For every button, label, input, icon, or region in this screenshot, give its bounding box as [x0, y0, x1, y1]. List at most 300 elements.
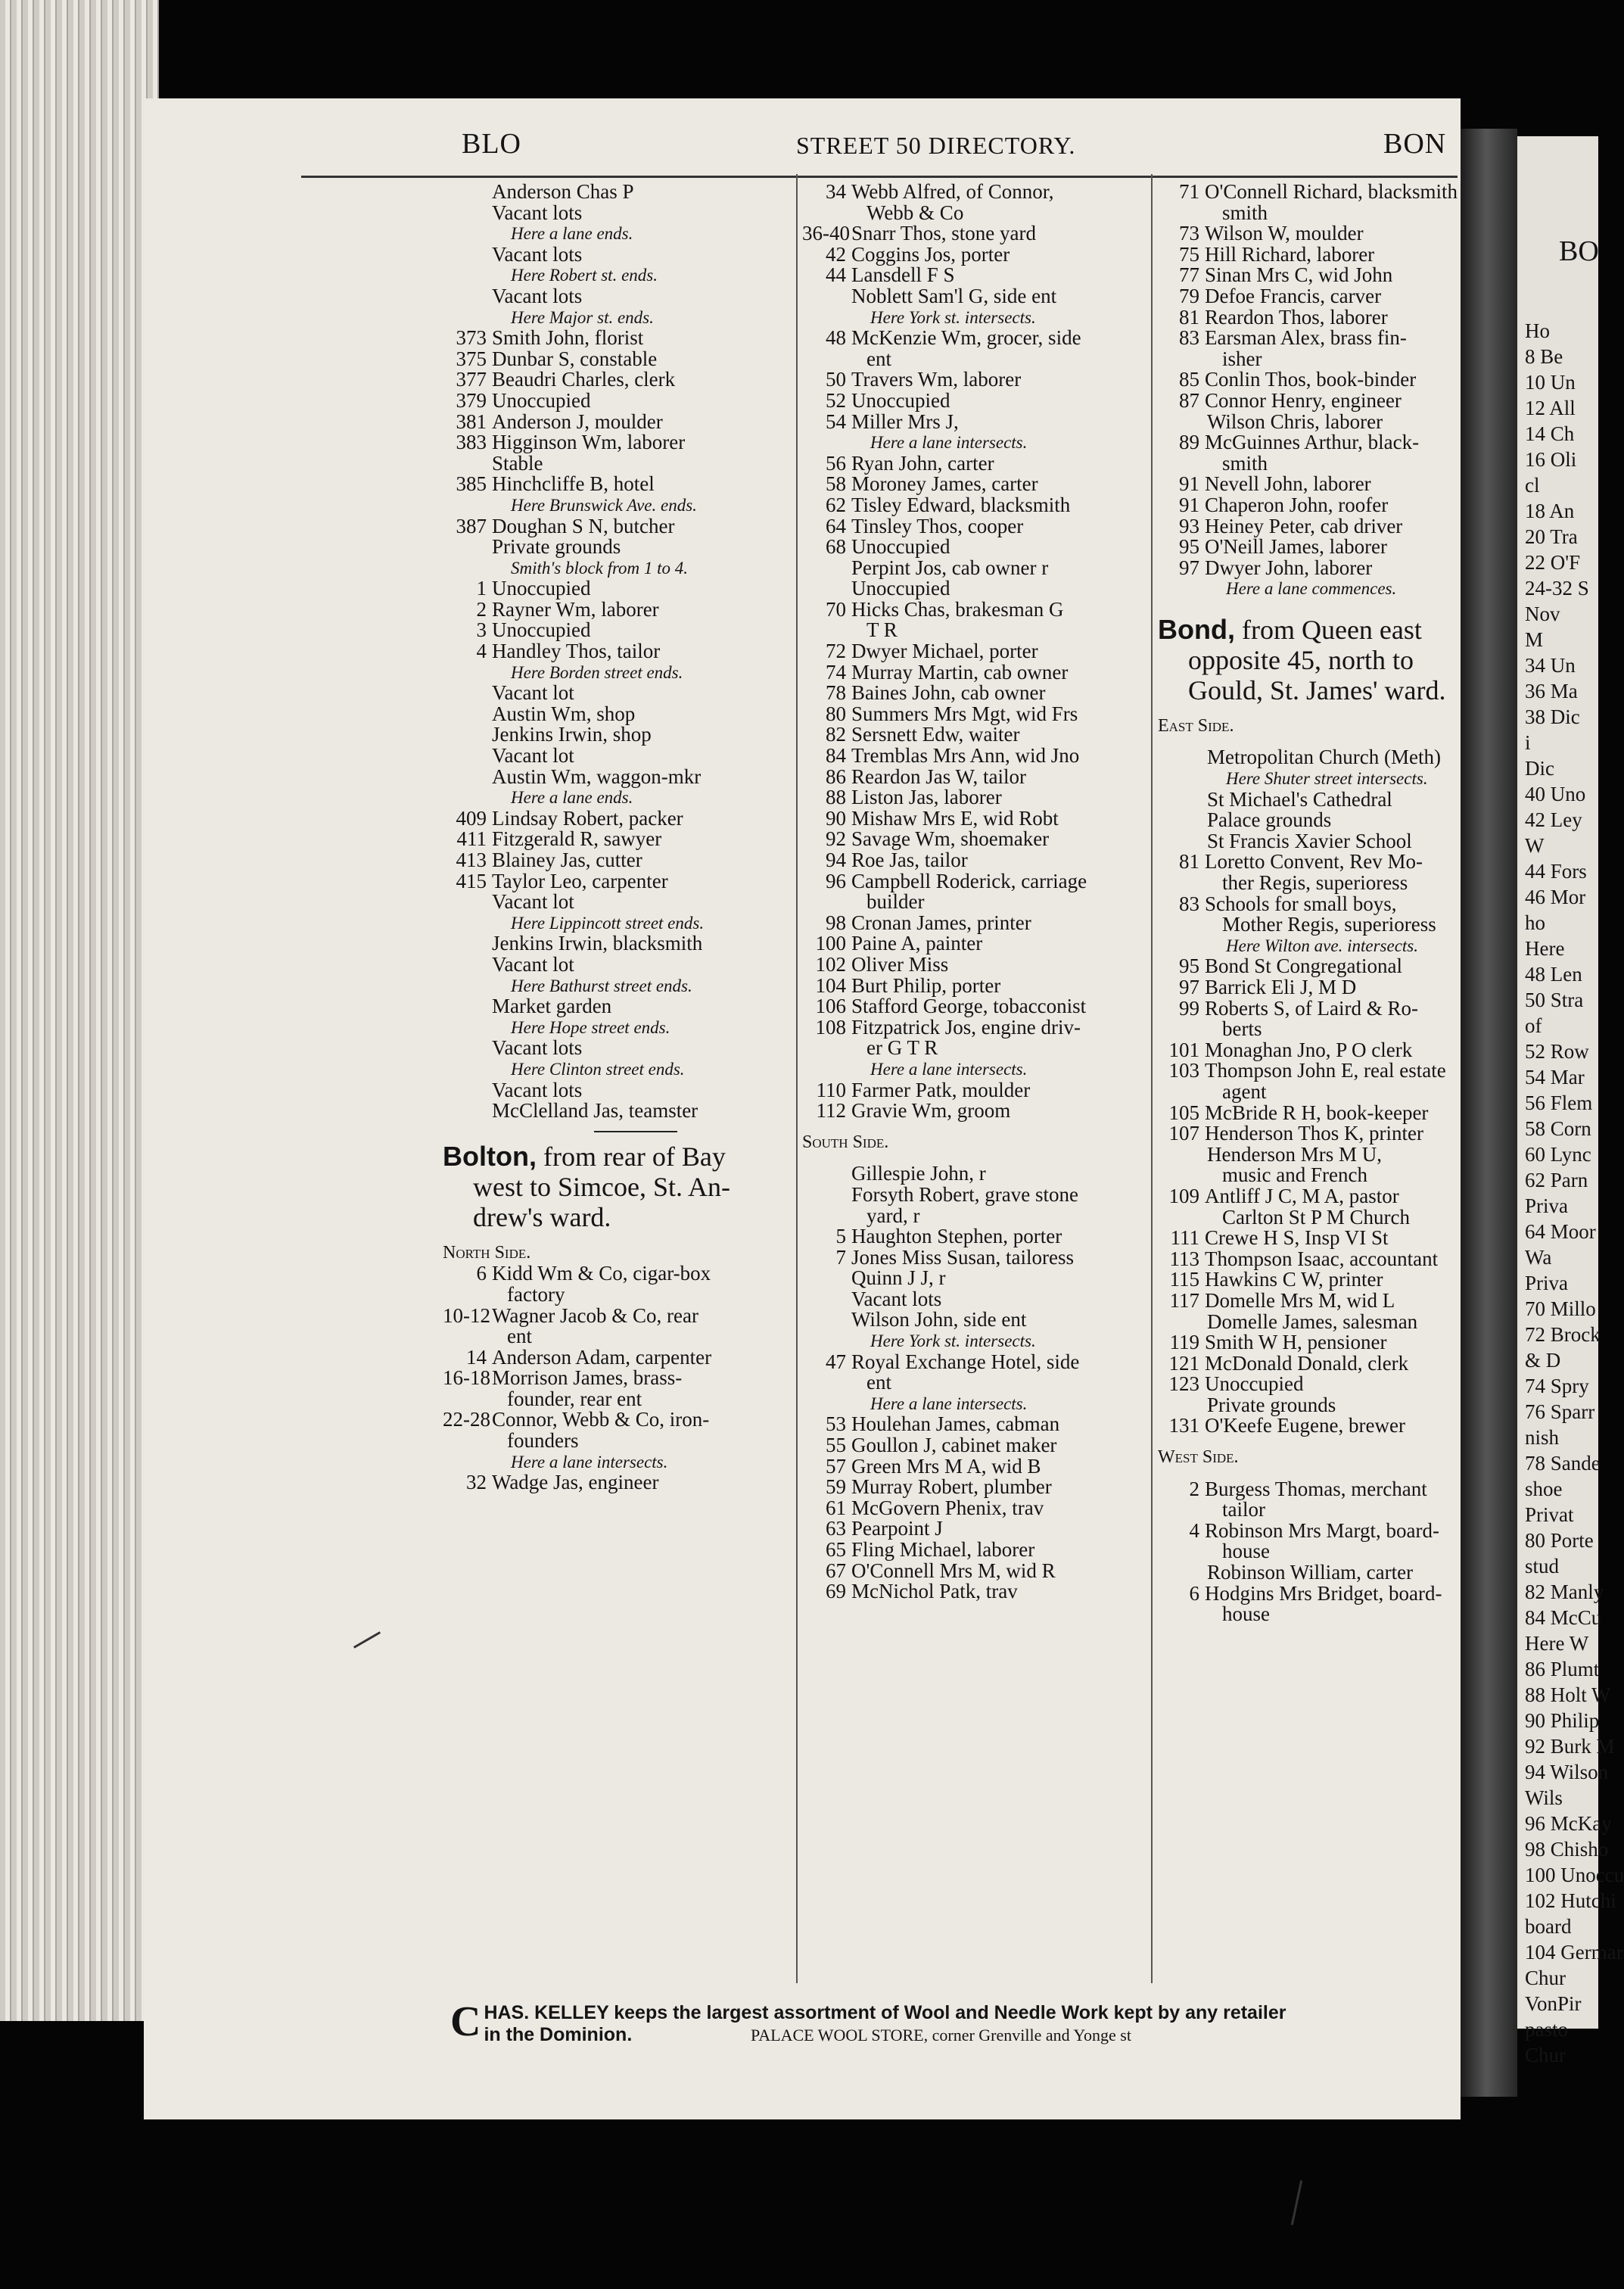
directory-entry — [443, 597, 798, 621]
facing-page-line: 34 Un — [1525, 654, 1576, 677]
directory-entry: Market garden — [492, 995, 612, 1018]
directory-entry — [1158, 1332, 1464, 1353]
house-number: 121 — [1168, 1351, 1199, 1375]
street-note: Here Wilton ave. intersects. — [1226, 936, 1418, 955]
house-number: 413 — [456, 849, 487, 871]
house-number: 48 — [826, 326, 846, 350]
entry-text: Unoccupied — [851, 535, 950, 559]
column-3 — [1158, 182, 1464, 1625]
entry-continuation: agent — [1222, 1079, 1267, 1103]
entry-continuation: er G T R — [866, 1036, 938, 1060]
entry-text: Thompson John E, real estate — [1205, 1059, 1446, 1082]
entry-text: Unoccupied — [492, 388, 591, 412]
house-number: 65 — [826, 1538, 846, 1561]
entry-text: Roberts S, of Laird & Ro- — [1205, 996, 1418, 1020]
house-number: 92 — [826, 827, 846, 851]
directory-entry — [802, 913, 1150, 934]
street-note: Here Robert st. ends. — [511, 266, 658, 285]
entry-text: Summers Mrs Mgt, wid Frs — [851, 702, 1078, 725]
entry-text: Savage Wm, shoemaker — [851, 827, 1050, 851]
house-number: 95 — [1179, 955, 1199, 978]
directory-entry — [802, 1456, 1150, 1478]
house-number: 7 — [835, 1245, 846, 1269]
entry-text: Wadge Jas, engineer — [492, 1471, 659, 1494]
section-separator — [594, 1131, 677, 1132]
directory-entry — [802, 453, 1150, 475]
house-number: 58 — [826, 472, 846, 496]
facing-page-header: BO — [1559, 235, 1599, 267]
entry-text: McBride R H, book-keeper — [1205, 1101, 1429, 1124]
entry-text: Fitzpatrick Jos, engine driv- — [851, 1015, 1081, 1039]
directory-entry — [1158, 1479, 1464, 1500]
directory-entry: Vacant lots — [492, 1078, 583, 1101]
facing-page-line: 94 Wilson — [1525, 1761, 1609, 1783]
house-number: 109 — [1168, 1184, 1199, 1207]
house-number: 44 — [826, 263, 846, 287]
house-number: 97 — [1179, 556, 1199, 579]
house-number: 78 — [826, 681, 846, 705]
house-number: 6 — [476, 1262, 487, 1285]
directory-entry — [1158, 432, 1464, 453]
house-number: 10-12 — [443, 1303, 490, 1327]
house-number: 79 — [1179, 284, 1199, 307]
header-center: STREET 50 DIRECTORY. — [796, 132, 1076, 159]
entry-text: Smith John, florist — [492, 326, 644, 350]
street-note: Here Shuter street intersects. — [1226, 769, 1428, 789]
entry-text: Houlehan James, cabman — [851, 1412, 1060, 1436]
entry-text: Monaghan Jno, P O clerk — [1205, 1038, 1413, 1061]
entry-text: Anderson J, moulder — [492, 410, 663, 433]
directory-entry — [443, 620, 798, 641]
directory-entry — [802, 1226, 1150, 1247]
house-number: 110 — [816, 1078, 846, 1101]
directory-entry — [802, 1017, 1150, 1039]
facing-page-line: 52 Row — [1525, 1040, 1589, 1063]
directory-entry: Forsyth Robert, grave stone — [851, 1182, 1078, 1206]
street-note: Here a lane intersects. — [870, 433, 1028, 453]
house-number: 87 — [1179, 388, 1199, 412]
house-number: 375 — [456, 347, 487, 370]
house-number: 91 — [1179, 493, 1199, 516]
house-number: 131 — [1168, 1414, 1199, 1437]
side-heading: North Side. — [443, 1242, 531, 1263]
directory-entry: Robinson William, carter — [1207, 1561, 1414, 1584]
street-description: from Queen east opposite 45, north to Gould, St. James' ward. — [1188, 614, 1446, 705]
entry-text: Gravie Wm, groom — [851, 1099, 1011, 1123]
entry-text: Jones Miss Susan, tailoress — [851, 1245, 1075, 1269]
house-number: 61 — [826, 1496, 846, 1519]
directory-entry — [443, 349, 798, 370]
facing-page-line: 70 Millo — [1525, 1297, 1596, 1320]
entry-continuation: ent — [866, 347, 891, 370]
directory-entry: Vacant lot — [492, 744, 574, 768]
house-number: 69 — [826, 1580, 846, 1603]
entry-text: Unoccupied — [492, 577, 591, 600]
footer-line-1: HAS. KELLEY keeps the largest assortment of Wool and Needle Work kept by any retailer — [484, 2002, 1286, 2023]
directory-entry: Metropolitan Church (Meth) — [1207, 746, 1441, 769]
directory-entry — [802, 1498, 1150, 1519]
entry-continuation: Webb & Co — [866, 201, 964, 224]
street-note: Here Brunswick Ave. ends. — [511, 495, 697, 515]
facing-page-line: nish — [1525, 1426, 1560, 1449]
entry-text: Taylor Leo, carpenter — [492, 869, 668, 892]
entry-text: McNichol Patk, trav — [851, 1580, 1018, 1603]
directory-entry — [802, 1561, 1150, 1582]
facing-page-line: 12 All — [1525, 397, 1576, 419]
directory-entry — [802, 746, 1150, 767]
directory-entry — [443, 1368, 798, 1389]
facing-page-line: 48 Len — [1525, 963, 1582, 986]
directory-entry — [802, 537, 1150, 558]
house-number: 108 — [815, 1015, 846, 1039]
house-number: 112 — [816, 1099, 846, 1123]
facing-page-line: 50 Stra — [1525, 989, 1584, 1011]
facing-page-line: 82 Manly — [1525, 1580, 1604, 1603]
directory-entry — [1158, 474, 1464, 495]
house-number: 77 — [1179, 263, 1199, 287]
entry-text: Mishaw Mrs E, wid Robt — [851, 806, 1059, 830]
street-heading — [1158, 615, 1464, 705]
directory-entry — [802, 973, 1150, 997]
directory-entry — [802, 265, 1150, 286]
directory-entry: Private grounds — [1207, 1393, 1336, 1416]
side-heading: East Side. — [1158, 715, 1234, 736]
footer-line-2: in the Dominion. — [484, 2024, 633, 2045]
directory-entry — [1158, 265, 1464, 286]
directory-entry — [802, 182, 1150, 203]
side-heading: West Side. — [1158, 1447, 1239, 1468]
directory-entry: Vacant lots — [492, 242, 583, 266]
house-number: 83 — [1179, 892, 1199, 915]
facing-page-line: cl — [1525, 474, 1540, 497]
directory-entry — [802, 328, 1150, 349]
entry-text: Coggins Jos, porter — [851, 242, 1010, 266]
house-number: 373 — [456, 326, 487, 350]
directory-entry — [802, 704, 1150, 725]
entry-text: Loretto Convent, Rev Mo- — [1205, 850, 1423, 874]
directory-entry: Henderson Mrs M U, — [1207, 1142, 1382, 1166]
directory-entry — [1158, 1123, 1464, 1144]
directory-entry — [1158, 1518, 1464, 1542]
directory-entry — [1158, 852, 1464, 873]
directory-entry: Vacant lot — [492, 952, 574, 976]
facing-page-line: 100 Unoccu — [1525, 1864, 1624, 1886]
book-page-edges — [0, 0, 159, 2021]
directory-entry — [802, 1352, 1150, 1373]
header-left: BLO — [462, 128, 521, 160]
house-number: 385 — [456, 472, 487, 496]
directory-entry: Jenkins Irwin, shop — [492, 723, 652, 746]
facing-page-line: 58 Corn — [1525, 1117, 1591, 1140]
entry-text: McKenzie Wm, grocer, side — [851, 326, 1081, 350]
entry-text: Hinchcliffe B, hotel — [492, 472, 655, 496]
entry-text: Travers Wm, laborer — [851, 368, 1022, 391]
street-heading — [443, 1141, 798, 1232]
house-number: 411 — [456, 827, 487, 851]
directory-entry: Palace grounds — [1207, 808, 1332, 832]
entry-text: Wilson W, moulder — [1205, 222, 1364, 245]
entry-text: Moroney James, carter — [851, 472, 1038, 496]
entry-continuation: tailor — [1222, 1498, 1265, 1521]
house-number: 62 — [826, 493, 846, 516]
house-number: 117 — [1169, 1288, 1199, 1312]
facing-page-line: 88 Holt W — [1525, 1683, 1611, 1706]
facing-page-line: 86 Plumt — [1525, 1658, 1600, 1680]
house-number: 52 — [826, 388, 846, 412]
entry-text: Snarr Thos, stone yard — [851, 222, 1036, 245]
house-number: 96 — [826, 869, 846, 892]
facing-page-line: 42 Ley — [1525, 808, 1582, 831]
entry-text: Antliff J C, M A, pastor — [1205, 1184, 1399, 1207]
directory-entry — [443, 412, 798, 433]
directory-entry — [802, 369, 1150, 391]
facing-page-line: i — [1525, 731, 1531, 754]
entry-text: Unoccupied — [492, 618, 591, 642]
entry-text: Conlin Thos, book-binder — [1205, 368, 1417, 391]
house-number: 64 — [826, 514, 846, 537]
entry-text: O'Connell Mrs M, wid R — [851, 1559, 1056, 1582]
directory-entry — [802, 597, 1150, 621]
entry-continuation: house — [1222, 1602, 1270, 1626]
house-number: 42 — [826, 242, 846, 266]
facing-page-line: Wils — [1525, 1786, 1563, 1809]
facing-page-line: 76 Sparr — [1525, 1400, 1595, 1423]
facing-page-line: ho — [1525, 911, 1545, 934]
spacer — [1158, 705, 1464, 716]
entry-text: Fling Michael, laborer — [851, 1538, 1035, 1561]
column-1 — [443, 182, 798, 1493]
entry-text: Henderson Thos K, printer — [1205, 1122, 1423, 1145]
house-number: 55 — [826, 1434, 846, 1457]
spacer — [443, 1232, 798, 1243]
entry-continuation: smith — [1222, 201, 1268, 224]
house-number: 67 — [826, 1559, 846, 1582]
directory-entry: Vacant lot — [492, 890, 574, 914]
entry-text: Lansdell F S — [851, 263, 955, 287]
directory-entry — [1158, 1415, 1464, 1437]
street-note: Here a lane intersects. — [870, 1394, 1028, 1413]
house-number: 409 — [456, 806, 487, 830]
directory-entry — [1158, 1228, 1464, 1249]
directory-entry — [802, 683, 1150, 704]
directory-entry — [802, 1414, 1150, 1435]
facing-page-line: VonPir — [1525, 1992, 1582, 2015]
directory-entry — [443, 808, 798, 830]
directory-entry — [1158, 956, 1464, 977]
spacer — [802, 1122, 1150, 1132]
facing-page-line: Chur — [1525, 2044, 1566, 2066]
facing-page-line: 56 Flem — [1525, 1092, 1593, 1114]
entry-text: Dunbar S, constable — [492, 347, 658, 370]
directory-entry — [1158, 328, 1464, 349]
house-number: 73 — [1179, 222, 1199, 245]
entry-text: McGuinnes Arthur, black- — [1205, 431, 1420, 454]
house-number: 74 — [826, 660, 846, 684]
directory-entry — [802, 996, 1150, 1017]
facing-page-line: 14 Ch — [1525, 422, 1575, 445]
facing-page-line: Chur — [1525, 1967, 1566, 1989]
directory-entry — [1158, 1374, 1464, 1395]
facing-page-lines — [1517, 318, 1624, 2068]
directory-entry — [802, 1581, 1150, 1602]
house-number: 72 — [826, 640, 846, 663]
house-number: 80 — [826, 702, 846, 725]
book-gutter — [1461, 129, 1517, 2097]
entry-continuation: house — [1222, 1540, 1270, 1563]
spacer — [1158, 1437, 1464, 1447]
directory-entry — [1158, 182, 1464, 203]
entry-continuation: ther Regis, superioress — [1222, 871, 1408, 895]
facing-page-line: Wa — [1525, 1246, 1552, 1269]
entry-text: Stafford George, tobacconist — [851, 995, 1087, 1018]
house-number: 94 — [826, 849, 846, 871]
entry-text: Kidd Wm & Co, cigar-box — [492, 1262, 711, 1285]
entry-text: Wagner Jacob & Co, rear — [492, 1303, 698, 1327]
facing-page-line: 60 Lync — [1525, 1143, 1591, 1166]
directory-entry: Vacant lot — [492, 681, 574, 705]
entry-text: Tinsley Thos, cooper — [851, 514, 1024, 537]
house-number: 81 — [1179, 850, 1199, 874]
entry-text: McGovern Phenix, trav — [851, 1496, 1044, 1519]
entry-text: Goullon J, cabinet maker — [851, 1434, 1057, 1457]
directory-entry — [1158, 977, 1464, 998]
street-note: Here a lane commences. — [1226, 579, 1397, 599]
directory-entry — [802, 952, 1150, 976]
directory-entry — [443, 641, 798, 662]
house-number: 379 — [456, 388, 487, 412]
entry-text: Hodgins Mrs Bridget, board- — [1205, 1581, 1442, 1605]
directory-entry — [802, 641, 1150, 662]
house-number: 86 — [826, 765, 846, 788]
directory-entry — [802, 767, 1150, 788]
entry-text: Unoccupied — [851, 388, 950, 412]
house-number: 93 — [1179, 514, 1199, 537]
directory-entry — [1158, 1103, 1464, 1124]
directory-entry — [1158, 286, 1464, 307]
directory-entry: Stable — [492, 451, 543, 475]
entry-text: Domelle Mrs M, wid L — [1205, 1288, 1395, 1312]
directory-entry: Jenkins Irwin, blacksmith — [492, 932, 703, 955]
entry-text: Webb Alfred, of Connor, — [851, 180, 1054, 203]
facing-page-line: stud — [1525, 1555, 1560, 1577]
house-number: 381 — [456, 410, 487, 433]
entry-text: Bond St Congregational — [1205, 955, 1402, 978]
house-number: 59 — [826, 1475, 846, 1499]
entry-text: Burt Philip, porter — [851, 973, 1001, 997]
house-number: 101 — [1168, 1038, 1199, 1061]
entry-continuation: music and French — [1222, 1163, 1367, 1187]
side-heading: South Side. — [802, 1132, 889, 1152]
house-number: 415 — [456, 869, 487, 892]
directory-entry — [802, 244, 1150, 266]
street-note: Here York st. intersects. — [870, 1331, 1036, 1351]
directory-entry: Vacant lots — [492, 201, 583, 224]
entry-text: Nevell John, laborer — [1205, 472, 1371, 496]
facing-page-line: 16 Oli — [1525, 448, 1577, 471]
directory-entry — [443, 1263, 798, 1285]
facing-page-line: W — [1525, 834, 1545, 857]
entry-continuation: ent — [507, 1325, 532, 1348]
street-name: Bolton, — [443, 1140, 537, 1172]
directory-entry: Vacant lots — [492, 1036, 583, 1060]
entry-text: Reardon Jas W, tailor — [851, 765, 1026, 788]
directory-entry — [1158, 369, 1464, 391]
directory-entry — [802, 871, 1150, 892]
house-number: 56 — [826, 451, 846, 475]
entry-text: Connor, Webb & Co, iron- — [492, 1408, 710, 1431]
directory-entry — [802, 1477, 1150, 1498]
facing-page-line: 80 Porte — [1525, 1529, 1594, 1552]
facing-page-line: Here — [1525, 937, 1565, 960]
entry-continuation: isher — [1222, 347, 1262, 370]
directory-entry — [443, 578, 798, 600]
directory-entry — [802, 1101, 1150, 1122]
house-number: 50 — [826, 368, 846, 391]
directory-entry — [443, 850, 798, 871]
entry-text: Sinan Mrs C, wid John — [1205, 263, 1393, 287]
directory-entry — [443, 432, 798, 453]
house-number: 3 — [476, 618, 487, 642]
house-number: 377 — [456, 368, 487, 391]
entry-text: Pearpoint J — [851, 1517, 943, 1540]
house-number: 98 — [826, 911, 846, 934]
advertisement-footer — [450, 1998, 1286, 2046]
header-rule — [301, 176, 1458, 178]
house-number: 16-18 — [443, 1366, 490, 1390]
house-number: 105 — [1168, 1101, 1199, 1124]
entry-text: Farmer Patk, moulder — [851, 1078, 1031, 1101]
entry-text: Beaudri Charles, clerk — [492, 368, 676, 391]
facing-page-line: 18 An — [1525, 500, 1575, 522]
directory-entry — [443, 1409, 798, 1431]
street-note: Here a lane intersects. — [870, 1059, 1028, 1079]
house-number: 85 — [1179, 368, 1199, 391]
house-number: 57 — [826, 1454, 846, 1478]
facing-page-line: 22 O'F — [1525, 551, 1581, 574]
house-number: 81 — [1179, 305, 1199, 329]
entry-text: Lindsay Robert, packer — [492, 806, 683, 830]
entry-text: Paine A, painter — [851, 932, 983, 955]
entry-text: Reardon Thos, laborer — [1205, 305, 1388, 329]
house-number: 107 — [1168, 1122, 1199, 1145]
directory-entry — [802, 223, 1150, 244]
entry-text: Rayner Wm, laborer — [492, 597, 659, 621]
facing-page-line: Privat — [1525, 1503, 1574, 1526]
entry-continuation: yard, r — [866, 1204, 920, 1227]
house-number: 63 — [826, 1517, 846, 1540]
directory-entry: Perpint Jos, cab owner r — [851, 556, 1049, 579]
house-number: 383 — [456, 431, 487, 454]
directory-entry: Wilson Chris, laborer — [1207, 410, 1383, 433]
entry-text: Ryan John, carter — [851, 451, 994, 475]
street-note: Smith's block from 1 to 4. — [511, 558, 689, 578]
house-number: 113 — [1169, 1247, 1199, 1270]
directory-entry — [1158, 516, 1464, 537]
entry-text: Oliver Miss — [851, 952, 949, 976]
directory-entry — [443, 829, 798, 850]
street-name: Bond, — [1158, 613, 1235, 645]
directory-entry — [802, 662, 1150, 684]
entry-text: Hill Richard, laborer — [1205, 242, 1375, 266]
entry-text: Hicks Chas, brakesman G — [851, 597, 1064, 621]
entry-text: Roe Jas, tailor — [851, 849, 968, 871]
directory-entry — [802, 1540, 1150, 1561]
entry-text: Campbell Roderick, carriage — [851, 869, 1087, 892]
directory-entry: St Francis Xavier School — [1207, 829, 1412, 852]
house-number: 111 — [1170, 1226, 1199, 1250]
facing-page — [1517, 136, 1624, 2066]
entry-text: Schools for small boys, — [1205, 892, 1397, 915]
